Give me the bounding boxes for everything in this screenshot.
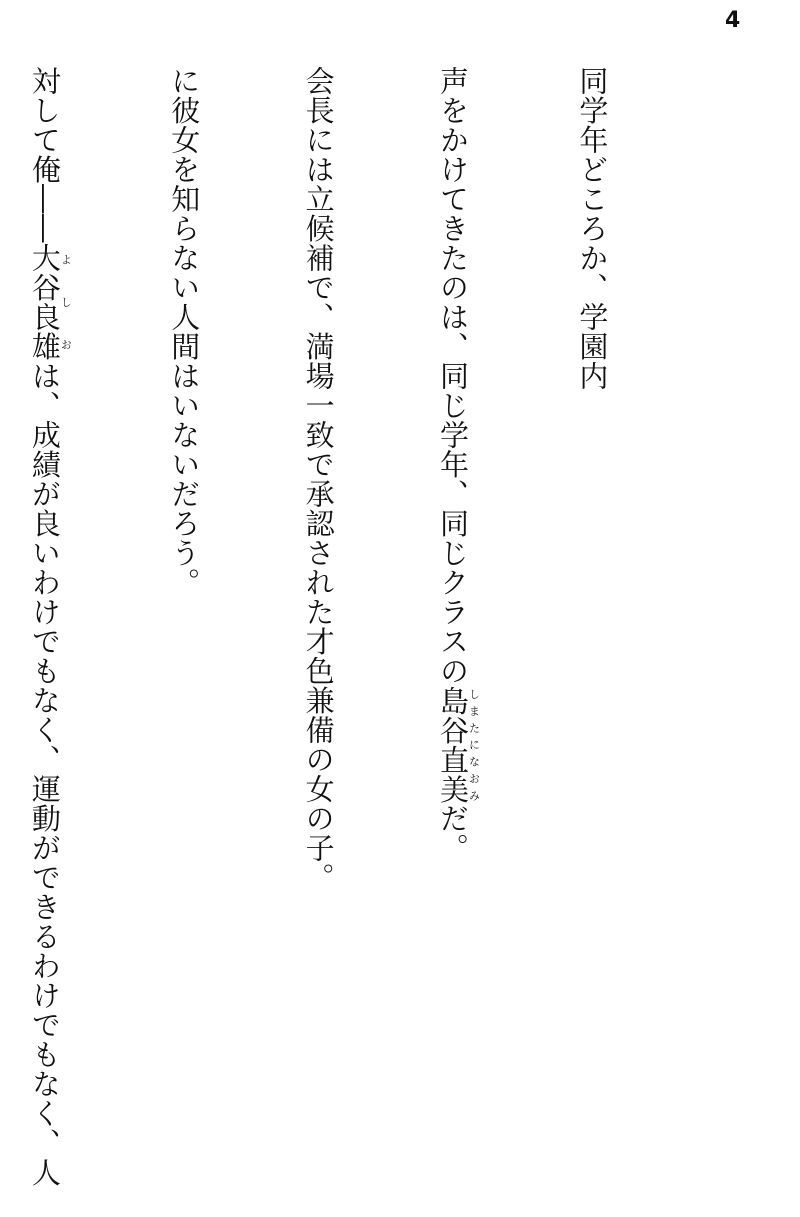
text-line: 同学年どころか、学園内 [575, 66, 610, 391]
text-line: 会長には立候補で、満場一致で承認された才色兼備の女の子。 [301, 66, 336, 892]
ruby-reading: よしお [59, 243, 73, 361]
ruby-reading: しまたになおみ [467, 685, 481, 804]
text-line: に彼女を知らない人間はいないだろう。 [167, 66, 202, 597]
page-number: 4 [725, 8, 741, 33]
ruby-name: 島谷直美しまたになおみ [436, 685, 481, 804]
text-line: 声をかけてきたのは、同じ学年、同じクラスの島谷直美しまたになおみだ。 [436, 66, 481, 863]
text-line: 対して俺――大谷良雄よしおは、成績が良いわけでもなく、運動ができるわけでもなく、人 [27, 66, 73, 1187]
novel-text-column-block [0, 66, 704, 1187]
ruby-name: 大谷良雄よしお [27, 243, 73, 361]
